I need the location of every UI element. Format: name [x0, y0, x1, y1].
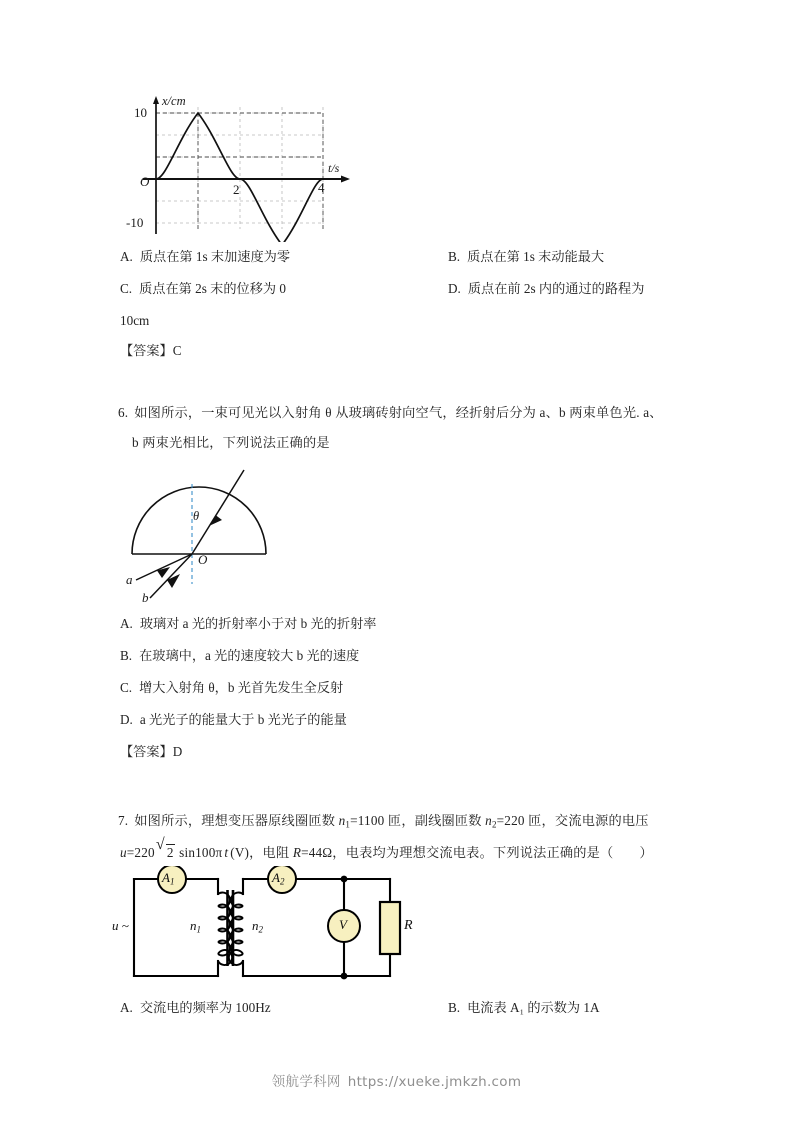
- resistor-icon: [380, 902, 400, 954]
- q6-option-a: [120, 613, 376, 634]
- q7-stem-part1: 如图所示，理想变压器原线圈匝数: [134, 813, 339, 828]
- q7-option-a-text: 交流电的频率为 100Hz: [139, 1000, 271, 1015]
- chart-reference-lines: [156, 113, 323, 229]
- q7-stem-line2: [120, 838, 653, 868]
- q6-stem-line1-text: 如图所示，一束可见光以入射角 θ 从玻璃砖射向空气，经折射后分为 a、b 两束单色光. a、: [134, 405, 663, 420]
- x-axis-arrow: [341, 176, 350, 183]
- q6-answer: [120, 741, 182, 760]
- q6-option-d: [120, 709, 347, 730]
- q5-option-c-text: 质点在第 2s 末的位移为 0: [139, 281, 286, 296]
- q6-option-b-text: 在玻璃中，a 光的速度较大 b 光的速度: [139, 648, 360, 663]
- x-axis-label: t/s: [328, 161, 340, 175]
- footer-site-name: 领航学科网: [271, 1074, 341, 1090]
- ideal-transformer-circuit: [112, 866, 412, 988]
- q5-option-d-text: 质点在前 2s 内的通过的路程为: [467, 281, 645, 296]
- radicand-value: 2: [166, 845, 174, 860]
- q5-answer-value: C: [172, 343, 182, 358]
- q7-R-value-text: =44Ω，电表均为理想交流电表。下列说法正确的是（: [301, 845, 614, 860]
- q7-paren-close: ）: [639, 845, 653, 860]
- footer-watermark: [0, 1070, 793, 1090]
- y-axis-arrow: [153, 96, 159, 104]
- q7-stem-part2: =1100 匝，副线圈匝数: [350, 813, 486, 828]
- q6-answer-label: 【答案】: [120, 744, 173, 759]
- refracted-ray-a: [136, 554, 192, 580]
- junction-dot-bottom: [341, 973, 348, 980]
- q7-n2-subscript: 2: [491, 819, 497, 830]
- junction-dot-top: [341, 876, 348, 883]
- radical-glyph: √: [155, 836, 165, 853]
- q7-option-b: [448, 997, 600, 1018]
- q6-answer-value: D: [172, 744, 183, 759]
- point-o-label: O: [198, 552, 208, 567]
- q5-option-b-text: 质点在第 1s 末动能最大: [467, 249, 605, 264]
- q7-stem-part3: =220 匝，交流电源的电压: [496, 813, 649, 828]
- q7-pi-symbol: π: [215, 845, 223, 860]
- ammeter-a1-label: $A_1$: [162, 870, 175, 887]
- q5-option-d-continued: 10cm: [120, 313, 150, 328]
- incident-ray-arrow: [210, 515, 222, 526]
- q7-stem-line1: [118, 806, 649, 839]
- primary-turns-label: $n_1$: [190, 918, 201, 935]
- q7-unit-text: (V)，电阻: [230, 845, 293, 860]
- secondary-turns-label: $n_2$: [252, 918, 263, 935]
- q6-option-d-text: a 光光子的能量大于 b 光光子的能量: [139, 712, 347, 727]
- q6-option-a-label: A.: [120, 616, 133, 631]
- q5-answer: [120, 340, 182, 359]
- q6-stem-line2: b 两束光相比，下列说法正确的是: [132, 435, 330, 450]
- q5-option-a-text: 质点在第 1s 末加速度为零: [139, 249, 291, 264]
- q5-option-c-label: C.: [120, 281, 133, 296]
- q6-number: 6.: [118, 405, 129, 420]
- x-tick-4: 4: [318, 180, 325, 195]
- q5-option-b: [448, 246, 604, 267]
- q5-option-a-label: A.: [120, 249, 133, 264]
- ray-a-label: a: [126, 572, 133, 587]
- source-label: u ~: [112, 918, 129, 933]
- q7-option-a-label: A.: [120, 1000, 133, 1015]
- q5-option-c: [120, 278, 286, 299]
- q6-option-b-label: B.: [120, 648, 133, 663]
- y-tick-minus10: -10: [126, 215, 144, 230]
- displacement-time-graph: [118, 82, 370, 242]
- q6-stem-line1: [118, 398, 663, 428]
- q7-t-symbol: t: [224, 845, 229, 860]
- q5-option-d-label: D.: [448, 281, 461, 296]
- q6-option-c: [120, 677, 343, 698]
- q6-option-c-text: 增大入射角 θ，b 光首先发生全反射: [139, 680, 344, 695]
- q7-option-a: [120, 997, 271, 1018]
- q6-option-b: [120, 645, 359, 666]
- q7-n2-symbol: n: [485, 813, 492, 828]
- q7-option-b-text: 电流表 A₁ 的示数为 1A: [467, 1000, 600, 1015]
- refracted-ray-b: [150, 554, 192, 598]
- refracted-ray-b-arrow: [167, 574, 180, 588]
- q5-option-d: [448, 278, 644, 299]
- refraction-semicircle-diagram: [112, 462, 322, 607]
- ray-b-label: b: [142, 590, 149, 605]
- q5-answer-label: 【答案】: [120, 343, 173, 358]
- voltmeter-label: V: [339, 917, 347, 932]
- y-tick-10: 10: [134, 105, 147, 120]
- q6-option-c-label: C.: [120, 680, 133, 695]
- q7-u-symbol: u: [120, 845, 127, 860]
- sqrt-symbol: [156, 838, 175, 868]
- origin-label: O: [140, 174, 150, 189]
- q7-n1-subscript: 1: [345, 819, 351, 830]
- q6-option-a-text: 玻璃对 a 光的折射率小于对 b 光的折射率: [139, 616, 377, 631]
- chart-gridlines: [156, 107, 323, 229]
- q7-R-symbol: R: [292, 845, 302, 860]
- q7-u-equals: =220: [126, 845, 155, 860]
- q6-option-d-label: D.: [120, 712, 133, 727]
- incident-angle-label: θ: [193, 509, 200, 523]
- q7-sin-text: sin100: [175, 845, 216, 860]
- q7-number: 7.: [118, 813, 129, 828]
- footer-url: https://xueke.jmkzh.com: [347, 1074, 522, 1090]
- q5-option-a: [120, 246, 290, 267]
- x-tick-2: 2: [233, 182, 240, 197]
- ammeter-a2-label: $A_2$: [272, 870, 285, 887]
- incident-ray: [192, 470, 244, 554]
- q7-n1-symbol: n: [338, 813, 346, 828]
- resistor-label: R: [404, 918, 413, 933]
- y-axis-label: x/cm: [162, 94, 186, 108]
- q5-option-b-label: B.: [448, 249, 461, 264]
- q7-option-b-label: B.: [448, 1000, 461, 1015]
